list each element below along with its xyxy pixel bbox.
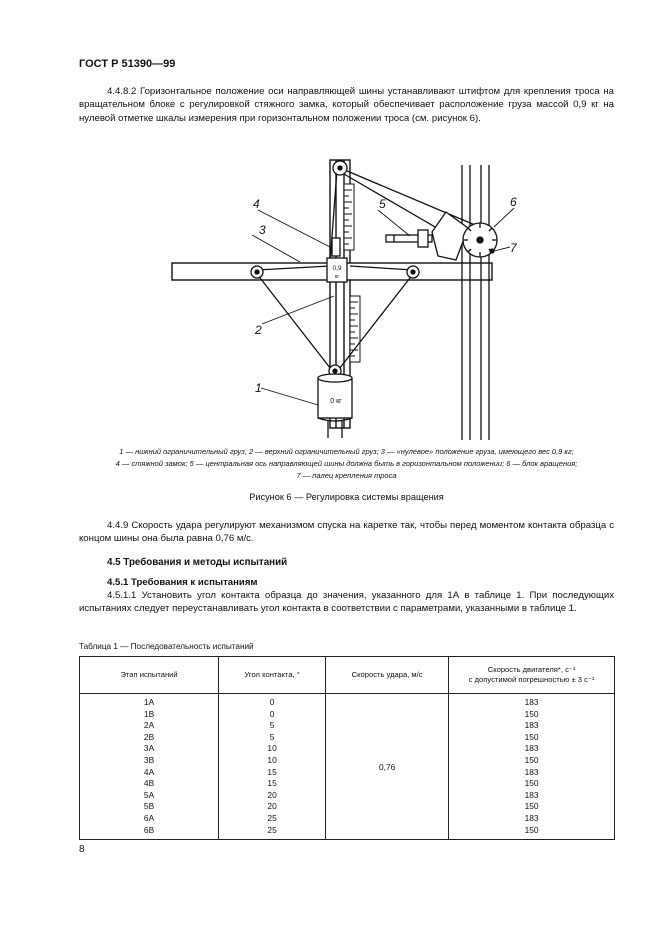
table-row: [80, 694, 615, 709]
cell-angle: 0: [219, 694, 326, 709]
cell-motor: 150: [449, 755, 615, 767]
cell-motor: 183: [449, 767, 615, 779]
cell-stage: 2B: [80, 732, 219, 744]
legend-line: 7 — палец крепления троса: [296, 471, 397, 480]
cell-angle: 5: [219, 720, 326, 732]
upper-scale: [344, 184, 354, 250]
rotation-block: [432, 212, 497, 260]
label-6: 6: [510, 195, 517, 209]
cell-stage: 1A: [80, 694, 219, 709]
cell-motor: 150: [449, 709, 615, 721]
document-header: ГОСТ Р 51390—99: [79, 58, 176, 70]
guide-axis: [386, 230, 432, 247]
cell-motor: 183: [449, 813, 615, 825]
label-5: 5: [379, 197, 386, 211]
cell-motor: 183: [449, 790, 615, 802]
cell-stage: 4B: [80, 778, 219, 790]
cell-angle: 20: [219, 801, 326, 813]
label-1: 1: [255, 381, 262, 395]
header-speed: Скорость удара, м/с: [326, 657, 449, 694]
cell-angle: 15: [219, 778, 326, 790]
header-stage: Этап испытаний: [80, 657, 219, 694]
figure-rotation-system-diagram: [150, 155, 530, 445]
paragraph-4-5-1-1: 4.5.1.1 Установить угол контакта образца до значения, указанного для 1А в таблице 1. При последующих испытаниях следует переустанавливать угол контакта в соответствии с параметрами, указанными в таблице 1.: [79, 590, 614, 615]
label-7: 7: [510, 241, 517, 255]
paragraph-4-4-9: 4.4.9 Скорость удара регулируют механизмом спуска на каретке так, чтобы перед моментом контакта образца с концом шины она была равна 0,76 м/с.: [79, 520, 614, 545]
cell-angle: 10: [219, 755, 326, 767]
cell-angle: 25: [219, 825, 326, 840]
label-3: 3: [259, 223, 266, 237]
header-angle: Угол контакта, °: [219, 657, 326, 694]
header-motor-line2: с допустимой погрешностью ± 3 с⁻¹: [468, 675, 595, 684]
cell-motor: 150: [449, 825, 615, 840]
cell-stage: 1B: [80, 709, 219, 721]
section-heading-4-5-1: 4.5.1 Требования к испытаниям: [107, 577, 258, 588]
cell-stage: 3B: [80, 755, 219, 767]
page-number: 8: [79, 844, 85, 855]
cell-stage: 3A: [80, 743, 219, 755]
cell-stage: 6B: [80, 825, 219, 840]
header-motor-line1: Скорость двигателя*, с⁻¹: [487, 665, 576, 674]
lock-text-bottom: кг: [334, 274, 340, 280]
cell-motor: 150: [449, 732, 615, 744]
cell-stage: 5B: [80, 801, 219, 813]
cell-motor: 150: [449, 778, 615, 790]
legend-line: 1 — нижний ограничительный груз; 2 — верхний ограничительный груз; 3 — «нулевое» положение груза, имеющего вес 0,9 кг;: [119, 447, 574, 456]
figure-legend: [79, 446, 614, 482]
paragraph-4-4-8-2: 4.4.8.2 Горизонтальное положение оси направляющей шины устанавливают штифтом для крепления троса на вращательном блоке с регулировкой стяжного замка, который обеспечивает расположение груза массой 0,9 кг на нулевой отметке шкалы измерения при горизонтальном положении троса (см. рисунок 6).: [79, 86, 614, 124]
cell-angle: 5: [219, 732, 326, 744]
cell-angle: 10: [219, 743, 326, 755]
header-motor: [449, 657, 615, 694]
lock-text-top: 0,9: [332, 265, 342, 272]
cell-stage: 5A: [80, 790, 219, 802]
cell-angle: 15: [219, 767, 326, 779]
right-frame: [462, 165, 489, 440]
figure-title: Рисунок 6 — Регулировка системы вращения: [249, 492, 444, 502]
label-2: 2: [255, 323, 262, 337]
cell-motor: 183: [449, 743, 615, 755]
cell-stage: 2A: [80, 720, 219, 732]
label-4: 4: [253, 197, 260, 211]
legend-line: 4 — стяжной замок; 5 — центральная ось направляющей шины должна быть в горизонтальном положении; 6 — блок вращения;: [115, 459, 578, 468]
cell-angle: 20: [219, 790, 326, 802]
cell-motor: 150: [449, 801, 615, 813]
cell-stage: 4A: [80, 767, 219, 779]
cell-stage: 6A: [80, 813, 219, 825]
cell-angle: 0: [219, 709, 326, 721]
cell-angle: 25: [219, 813, 326, 825]
cell-speed: 0,76: [326, 694, 449, 840]
table-title: Таблица 1 — Последовательность испытаний: [79, 642, 254, 651]
cell-motor: 183: [449, 694, 615, 709]
weight-text: 0 кг: [330, 398, 342, 405]
cell-motor: 183: [449, 720, 615, 732]
test-sequence-table: [79, 656, 615, 840]
section-heading-4-5: 4.5 Требования и методы испытаний: [107, 557, 288, 568]
